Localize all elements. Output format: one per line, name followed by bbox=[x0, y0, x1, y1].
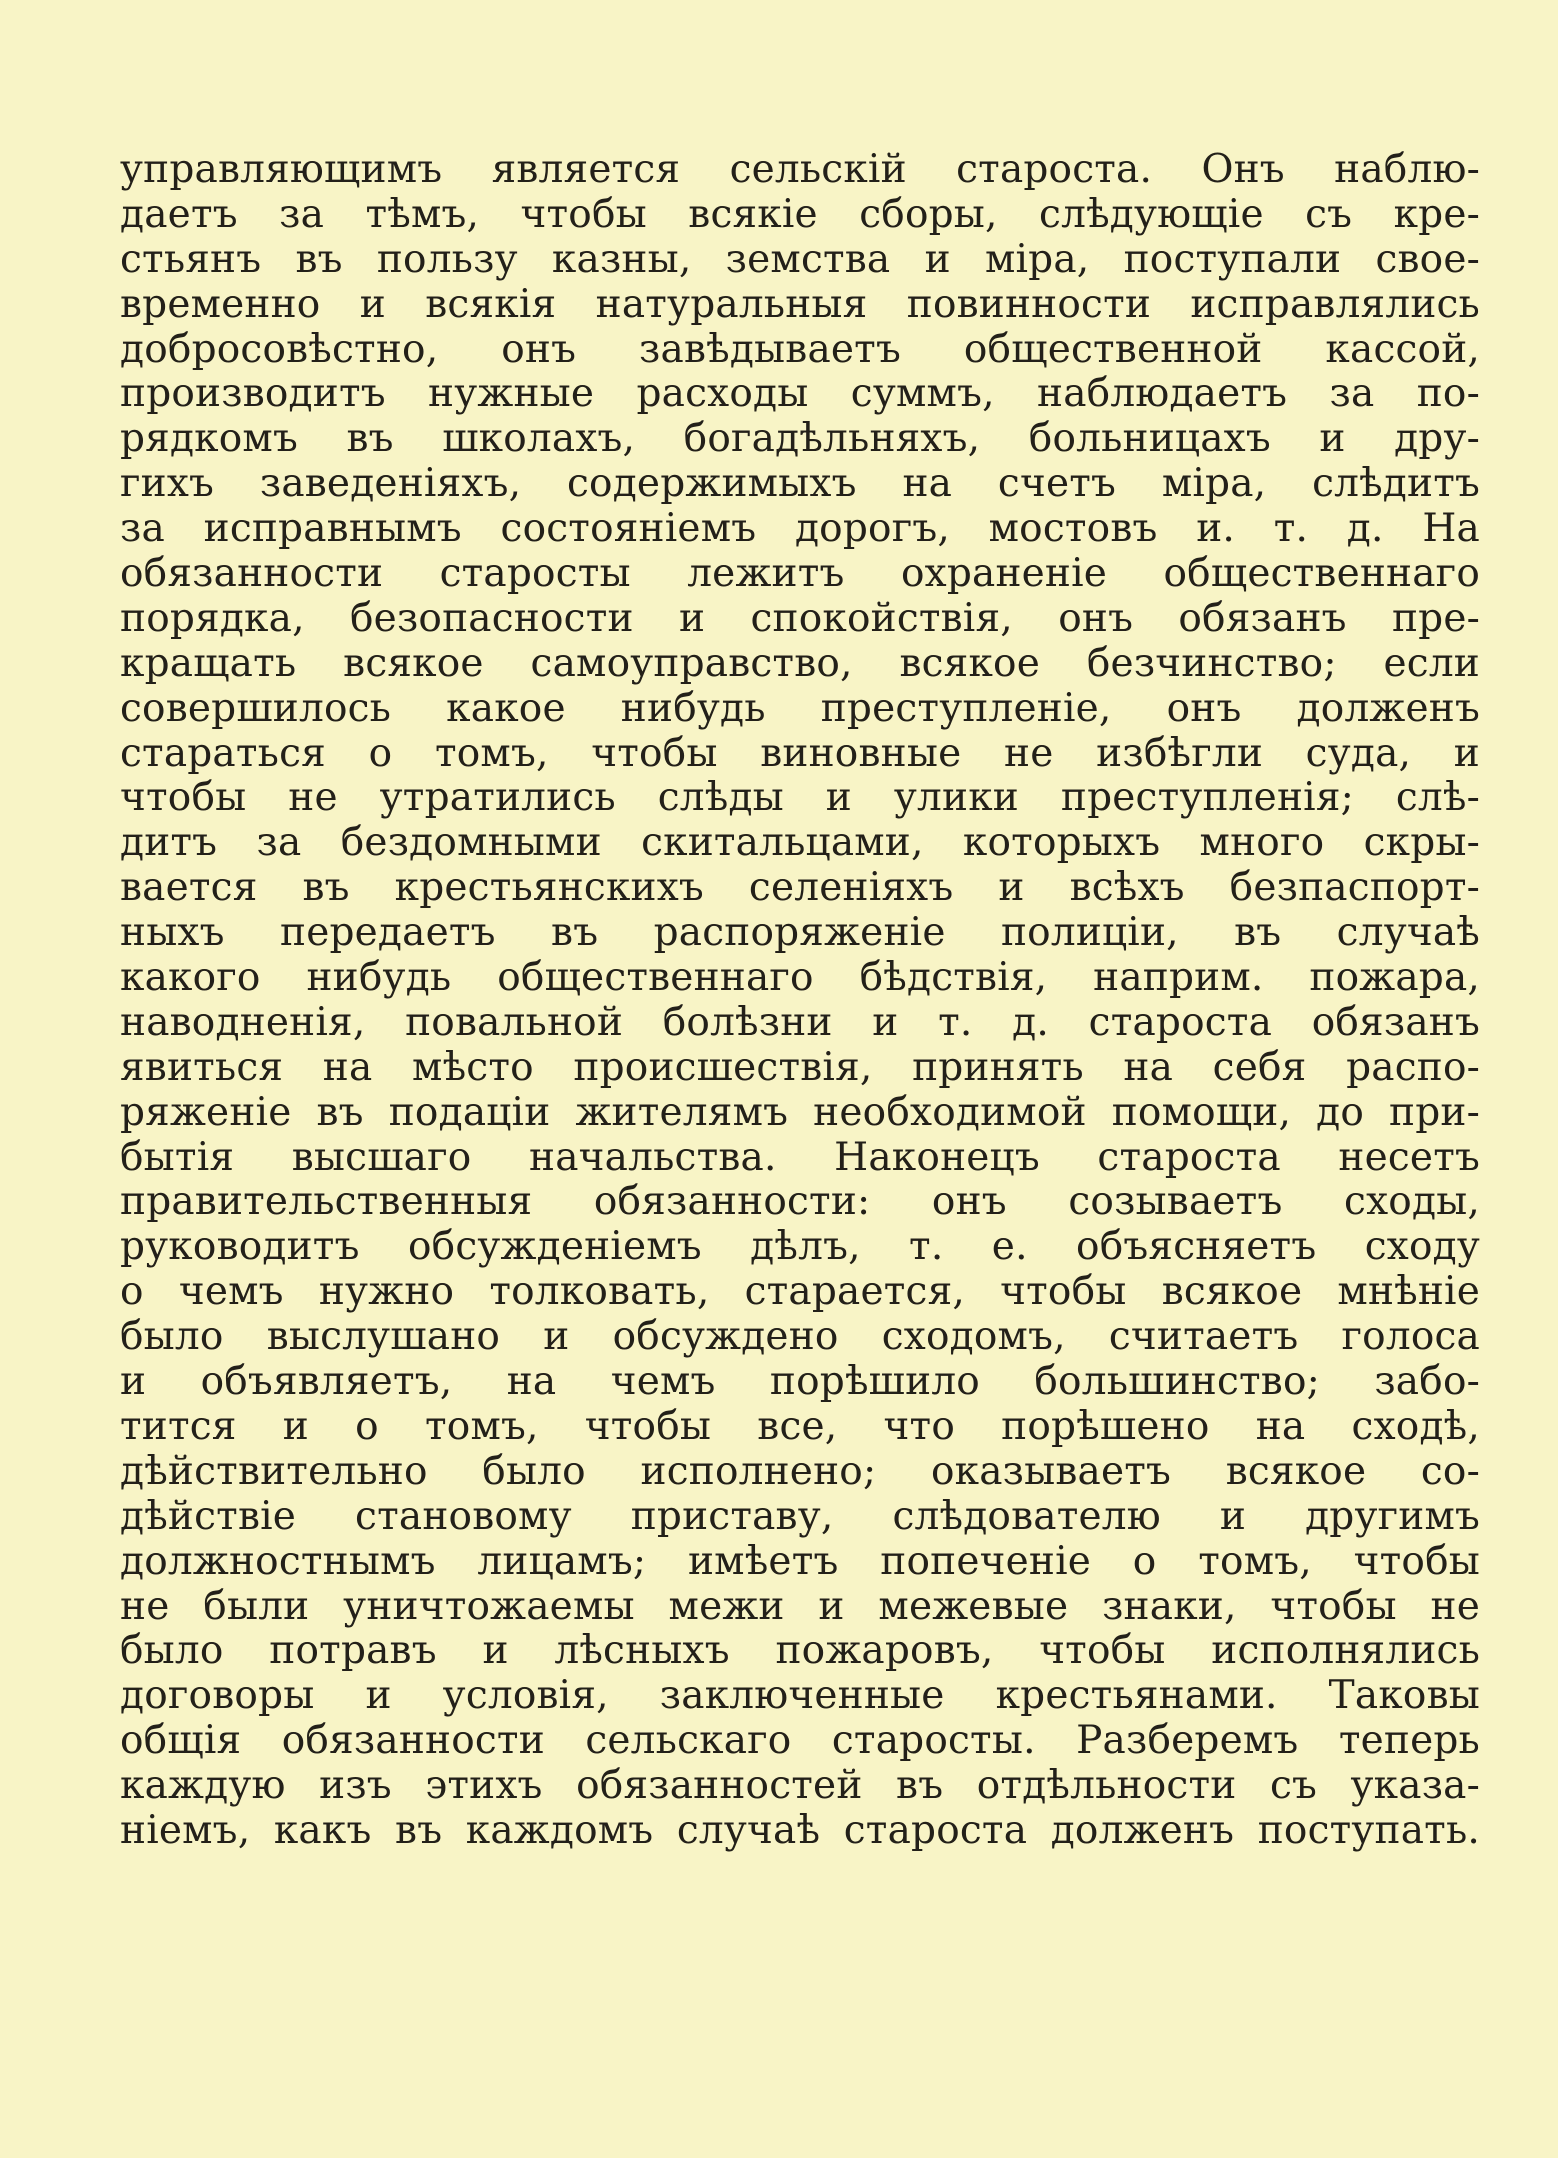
text-line-5: добросовѣстно, онъ завѣдываетъ общественной кассой, bbox=[120, 327, 1480, 372]
text-line-8: гихъ заведеніяхъ, содержимыхъ на счетъ міра, слѣдитъ bbox=[120, 462, 1480, 507]
text-line-34: было потравъ и лѣсныхъ пожаровъ, чтобы исполнялись bbox=[120, 1629, 1480, 1674]
text-line-7: рядкомъ въ школахъ, богадѣльняхъ, больницахъ и дру- bbox=[120, 417, 1480, 462]
text-line-37: каждую изъ этихъ обязанностей въ отдѣльности съ указа- bbox=[120, 1764, 1480, 1809]
text-line-9: за исправнымъ состояніемъ дорогъ, мостовъ и. т. д. На bbox=[120, 507, 1480, 552]
text-line-6: производитъ нужные расходы суммъ, наблюдаетъ за по- bbox=[120, 372, 1480, 417]
text-line-16: дитъ за бездомными скитальцами, которыхъ много скры- bbox=[120, 821, 1480, 866]
text-line-12: кращать всякое самоуправство, всякое безчинство; если bbox=[120, 641, 1480, 686]
text-line-32: должностнымъ лицамъ; имѣетъ попеченіе о томъ, чтобы bbox=[120, 1539, 1480, 1584]
text-line-11: порядка, безопасности и спокойствія, онъ обязанъ пре- bbox=[120, 596, 1480, 641]
text-line-27: было выслушано и обсуждено сходомъ, считаетъ голоса bbox=[120, 1315, 1480, 1360]
text-line-1: управляющимъ является сельскій староста. Онъ наблю- bbox=[120, 148, 1480, 192]
body-text bbox=[120, 148, 1480, 1854]
text-line-15: чтобы не утратились слѣды и улики преступленія; слѣ- bbox=[120, 776, 1480, 821]
text-line-25: руководитъ обсужденіемъ дѣлъ, т. е. объясняетъ сходу bbox=[120, 1225, 1480, 1270]
text-line-21: явиться на мѣсто происшествія, принять на себя распо- bbox=[120, 1045, 1480, 1090]
text-line-35: договоры и условія, заключенные крестьянами. Таковы bbox=[120, 1674, 1480, 1719]
text-line-30: дѣйствительно было исполнено; оказываетъ всякое со- bbox=[120, 1449, 1480, 1494]
text-line-18: ныхъ передаетъ въ распоряженіе полиціи, въ случаѣ bbox=[120, 911, 1480, 956]
text-line-38: ніемъ, какъ въ каждомъ случаѣ староста долженъ поступать. bbox=[120, 1808, 1480, 1853]
text-line-22: ряженіе въ подаціи жителямъ необходимой помощи, до при- bbox=[120, 1090, 1480, 1135]
text-line-13: совершилось какое нибудь преступленіе, онъ долженъ bbox=[120, 686, 1480, 731]
text-line-3: стьянъ въ пользу казны, земства и міра, поступали свое- bbox=[120, 237, 1480, 282]
text-line-19: какого нибудь общественнаго бѣдствія, наприм. пожара, bbox=[120, 956, 1480, 1001]
text-line-31: дѣйствіе становому приставу, слѣдователю и другимъ bbox=[120, 1494, 1480, 1539]
text-line-20: наводненія, повальной болѣзни и т. д. староста обязанъ bbox=[120, 1000, 1480, 1045]
text-line-17: вается въ крестьянскихъ селеніяхъ и всѣхъ безпаспорт- bbox=[120, 866, 1480, 911]
text-line-23: бытія высшаго начальства. Наконецъ староста несетъ bbox=[120, 1135, 1480, 1180]
text-line-2: даетъ за тѣмъ, чтобы всякіе сборы, слѣдующіе съ кре- bbox=[120, 192, 1480, 237]
text-line-33: не были уничтожаемы межи и межевые знаки, чтобы не bbox=[120, 1584, 1480, 1629]
text-line-28: и объявляетъ, на чемъ порѣшило большинство; забо- bbox=[120, 1360, 1480, 1405]
text-line-26: о чемъ нужно толковать, старается, чтобы всякое мнѣніе bbox=[120, 1270, 1480, 1315]
text-line-10: обязанности старосты лежитъ охраненіе общественнаго bbox=[120, 552, 1480, 597]
text-line-14: стараться о томъ, чтобы виновные не избѣгли суда, и bbox=[120, 731, 1480, 776]
text-line-29: тится и о томъ, чтобы все, что порѣшено на сходѣ, bbox=[120, 1404, 1480, 1449]
text-line-24: правительственныя обязанности: онъ созываетъ сходы, bbox=[120, 1180, 1480, 1225]
text-line-4: временно и всякія натуральныя повинности исправлялись bbox=[120, 282, 1480, 327]
text-line-36: общія обязанности сельскаго старосты. Разберемъ теперь bbox=[120, 1719, 1480, 1764]
